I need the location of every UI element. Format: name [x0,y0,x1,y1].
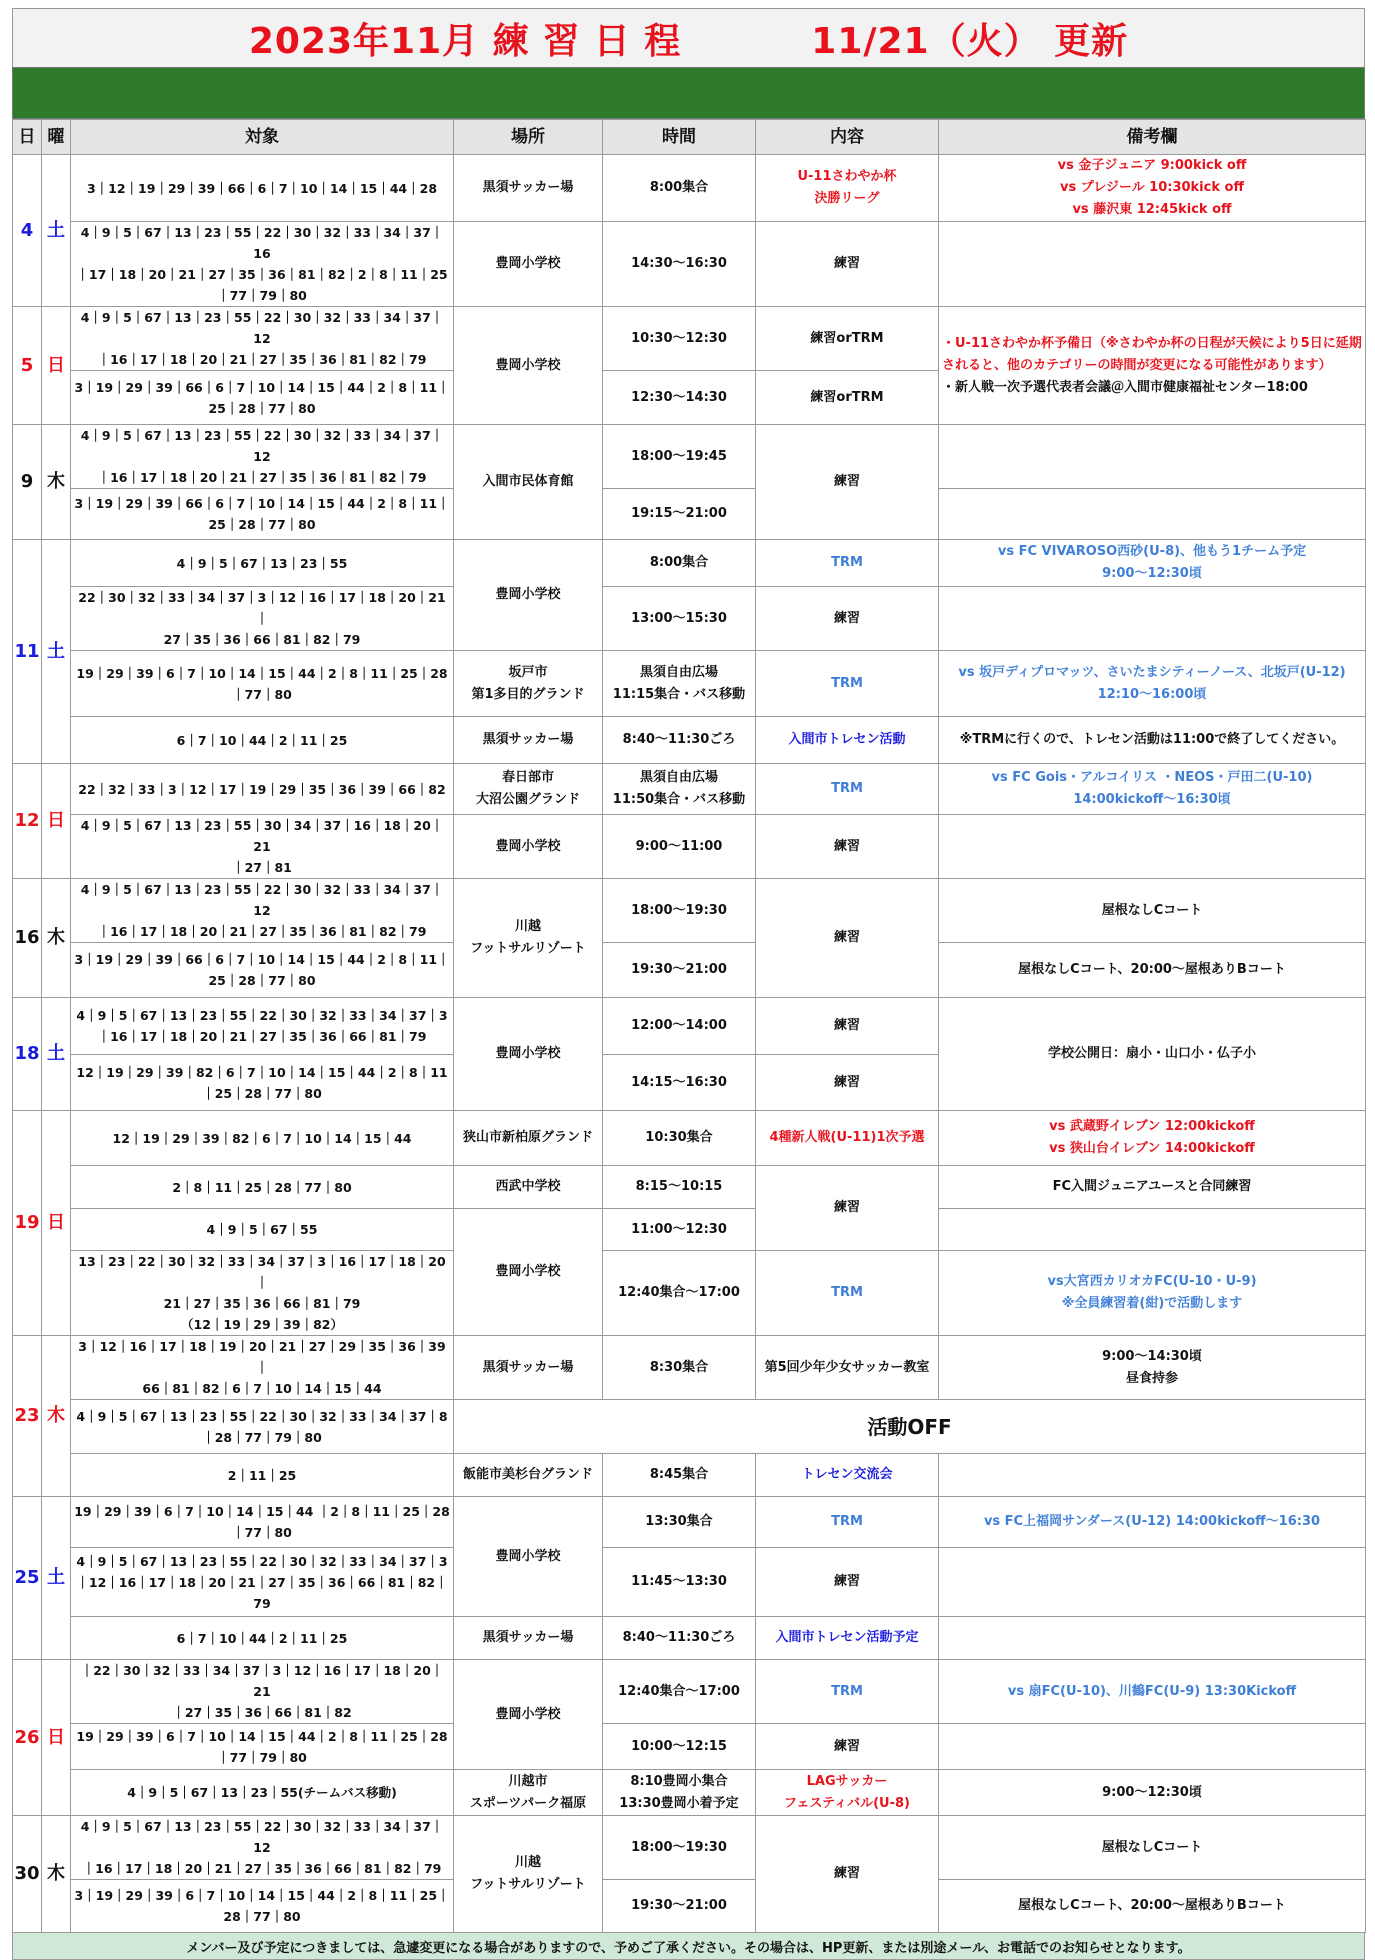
target-cell: 19｜29｜39｜6｜7｜10｜14｜15｜44｜2｜8｜11｜25｜28 ｜77｜79｜80 [71,1724,454,1770]
notes-cell: 屋根なしCコート、20:00〜屋根ありBコート [939,943,1366,998]
place-cell: 豊岡小学校 [454,1660,603,1770]
header-content: 内容 [756,120,939,155]
target-cell: 12｜19｜29｜39｜82｜6｜7｜10｜14｜15｜44｜2｜8｜11 ｜25｜28｜77｜80 [71,1055,454,1111]
day-number: 30 [13,1816,42,1933]
time-cell: 8:40〜11:30ごろ [603,717,756,764]
time-cell: 10:30集合 [603,1111,756,1166]
day-number: 25 [13,1497,42,1660]
place-cell: 川越 フットサルリゾート [454,879,603,998]
target-cell: 2｜8｜11｜25｜28｜77｜80 [71,1166,454,1209]
weekday-label: 土 [42,1497,71,1660]
notes-cell: 9:00〜14:30頃 昼食持参 [939,1336,1366,1400]
table-row [13,307,1366,371]
table-row [13,1770,1366,1816]
content-cell: 練習 [756,1548,939,1617]
time-cell: 8:00集合 [603,155,756,222]
place-cell: 豊岡小学校 [454,1209,603,1336]
table-row [13,1400,1366,1454]
notes-cell [939,1548,1366,1617]
content-cell: LAGサッカー フェスティバル(U-8) [756,1770,939,1816]
place-cell: 狭山市新柏原グランド [454,1111,603,1166]
time-cell: 8:10豊岡小集合 13:30豊岡小着予定 [603,1770,756,1816]
notes-cell [939,1724,1366,1770]
time-cell: 19:15〜21:00 [603,489,756,540]
target-cell: 4｜9｜5｜67｜13｜23｜55｜22｜30｜32｜33｜34｜37｜12 ｜16｜17｜18｜20｜21｜27｜35｜36｜66｜81｜82｜79 [71,1816,454,1880]
weekday-label: 木 [42,1816,71,1933]
notes-cell: vs 金子ジュニア 9:00kick off vs プレジール 10:30kick off vs 藤沢東 12:45kick off [939,155,1366,222]
weekday-label: 土 [42,540,71,764]
place-cell: 川越市 スポーツパーク福原 [454,1770,603,1816]
table-row [13,1209,1366,1251]
time-cell: 9:00〜11:00 [603,815,756,879]
target-cell: 6｜7｜10｜44｜2｜11｜25 [71,1617,454,1660]
time-cell: 12:00〜14:00 [603,998,756,1055]
day-number: 5 [13,307,42,425]
table-row [13,1111,1366,1166]
table-row [13,1336,1366,1400]
table-row [13,815,1366,879]
notes-cell: 屋根なしCコート [939,879,1366,943]
place-cell: 川越 フットサルリゾート [454,1816,603,1933]
time-cell: 8:00集合 [603,540,756,587]
content-cell: 練習 [756,998,939,1055]
notes-cell: vs FC VIVAROSO西砂(U-8)、他もう1チーム予定 9:00〜12:30頃 [939,540,1366,587]
header-target: 対象 [71,120,454,155]
table-row [13,587,1366,651]
target-cell: 4｜9｜5｜67｜13｜23｜55｜22｜30｜32｜33｜34｜37｜8 ｜28｜77｜79｜80 [71,1400,454,1454]
day-number: 4 [13,155,42,307]
place-cell: 黒須サッカー場 [454,1617,603,1660]
content-cell: 練習 [756,425,939,540]
table-row [13,764,1366,815]
target-cell: 12｜19｜29｜39｜82｜6｜7｜10｜14｜15｜44 [71,1111,454,1166]
notes-cell: vs FC上福岡サンダース(U-12) 14:00kickoff〜16:30 [939,1497,1366,1548]
notes-cell [939,1617,1366,1660]
notes-cell: vs大宮西カリオカFC(U-10・U-9) ※全員練習着(紺)で活動します [939,1251,1366,1336]
table-row [13,489,1366,540]
notes-meeting: ・新人戦一次予選代表者会議＠入間市健康福祉センター18:00 [942,379,1308,395]
place-cell: 飯能市美杉台グランド [454,1454,603,1497]
footer-notice: メンバー及び予定につきましては、急遽変更になる場合がありますので、予めご了承ください。その場合は、HP更新、または別途メール、お電話でのお知らせとなります。 [12,1933,1365,1960]
content-cell: TRM [756,1251,939,1336]
target-cell: 13｜23｜22｜30｜32｜33｜34｜37｜3｜16｜17｜18｜20｜ 21｜27｜35｜36｜66｜81｜79 （12｜19｜29｜39｜82） [71,1251,454,1336]
header-notes: 備考欄 [939,120,1366,155]
notes-cell: 学校公開日：扇小・山口小・仏子小 [939,998,1366,1111]
target-cell: 22｜30｜32｜33｜34｜37｜3｜12｜16｜17｜18｜20｜21｜ 27｜35｜36｜66｜81｜82｜79 [71,587,454,651]
target-cell: 4｜9｜5｜67｜13｜23｜55 [71,540,454,587]
content-cell: 練習 [756,1055,939,1111]
target-cell: 4｜9｜5｜67｜55 [71,1209,454,1251]
place-cell: 入間市民体育館 [454,425,603,540]
table-row [13,1724,1366,1770]
place-cell: 西武中学校 [454,1166,603,1209]
target-cell: 3｜19｜29｜39｜66｜6｜7｜10｜14｜15｜44｜2｜8｜11｜ 25｜28｜77｜80 [71,489,454,540]
title-month: 2023年11月 練 習 日 程 [248,20,682,62]
day-number: 18 [13,998,42,1111]
place-cell: 豊岡小学校 [454,307,603,425]
content-cell: 練習 [756,587,939,651]
target-cell: 4｜9｜5｜67｜13｜23｜55｜22｜30｜32｜33｜34｜37｜12 ｜16｜17｜18｜20｜21｜27｜35｜36｜81｜82｜79 [71,307,454,371]
notes-cell [939,307,1366,425]
place-cell: 豊岡小学校 [454,1497,603,1617]
target-cell: 4｜9｜5｜67｜13｜23｜55｜22｜30｜32｜33｜34｜37｜12 ｜16｜17｜18｜20｜21｜27｜35｜36｜81｜82｜79 [71,879,454,943]
target-cell: 4｜9｜5｜67｜13｜23｜55｜30｜34｜37｜16｜18｜20｜21 ｜27｜81 [71,815,454,879]
green-banner [12,67,1365,119]
time-cell: 14:30〜16:30 [603,222,756,307]
time-cell: 8:40〜11:30ごろ [603,1617,756,1660]
time-cell: 11:00〜12:30 [603,1209,756,1251]
target-cell: 3｜12｜19｜29｜39｜66｜6｜7｜10｜14｜15｜44｜28 [71,155,454,222]
target-cell: 19｜29｜39｜6｜7｜10｜14｜15｜44｜2｜8｜11｜25｜28 ｜77｜80 [71,651,454,717]
title-updated: 11/21（火） 更新 [811,20,1129,62]
content-cell: 練習 [756,879,939,998]
target-cell: 4｜9｜5｜67｜13｜23｜55｜22｜30｜32｜33｜34｜37｜16 ｜17｜18｜20｜21｜27｜35｜36｜81｜82｜2｜8｜11｜25 ｜77｜79｜80 [71,222,454,307]
place-cell: 坂戸市 第1多目的グランド [454,651,603,717]
table-row [13,540,1366,587]
content-cell: 4種新人戦(U-11)1次予選 [756,1111,939,1166]
place-cell: 豊岡小学校 [454,815,603,879]
notes-cell: vs 扇FC(U-10)、川鶴FC(U-9) 13:30Kickoff [939,1660,1366,1724]
place-cell: 豊岡小学校 [454,540,603,651]
table-row [13,1816,1366,1880]
place-cell: 黒須サッカー場 [454,155,603,222]
place-cell: 豊岡小学校 [454,998,603,1111]
notes-cell [939,1209,1366,1251]
notes-cell: vs 坂戸ディプロマッツ、さいたまシティーノース、北坂戸(U-12) 12:10〜16:00頃 [939,651,1366,717]
table-row [13,1548,1366,1617]
target-cell: ｜22｜30｜32｜33｜34｜37｜3｜12｜16｜17｜18｜20｜21 ｜27｜35｜36｜66｜81｜82 [71,1660,454,1724]
schedule-table [12,119,1366,1933]
target-cell: 4｜9｜5｜67｜13｜23｜55(チームバス移動) [71,1770,454,1816]
target-cell: 3｜19｜29｜39｜66｜6｜7｜10｜14｜15｜44｜2｜8｜11｜ 25｜28｜77｜80 [71,943,454,998]
content-cell: 練習orTRM [756,371,939,425]
content-cell: TRM [756,1660,939,1724]
notes-cell: vs 武蔵野イレブン 12:00kickoff vs 狭山台イレブン 14:00kickoff [939,1111,1366,1166]
notes-cell: vs FC Gois・アルコイリス ・NEOS・戸田二(U-10) 14:00kickoff〜16:30頃 [939,764,1366,815]
header-place: 場所 [454,120,603,155]
weekday-label: 土 [42,155,71,307]
notes-cell: 屋根なしCコート、20:00〜屋根ありBコート [939,1880,1366,1933]
time-cell: 13:30集合 [603,1497,756,1548]
target-cell: 3｜19｜29｜39｜6｜7｜10｜14｜15｜44｜2｜8｜11｜25｜ 28｜77｜80 [71,1880,454,1933]
notes-cell [939,222,1366,307]
notes-cell: ※TRMに行くので、トレセン活動は11:00で終了してください。 [939,717,1366,764]
target-cell: 4｜9｜5｜67｜13｜23｜55｜22｜30｜32｜33｜34｜37｜12 ｜16｜17｜18｜20｜21｜27｜35｜36｜81｜82｜79 [71,425,454,489]
time-cell: 12:40集合〜17:00 [603,1660,756,1724]
weekday-label: 日 [42,307,71,425]
notes-cell: 屋根なしCコート [939,1816,1366,1880]
table-row [13,943,1366,998]
time-cell: 8:30集合 [603,1336,756,1400]
place-cell: 黒須サッカー場 [454,717,603,764]
time-cell: 19:30〜21:00 [603,1880,756,1933]
target-cell: 4｜9｜5｜67｜13｜23｜55｜22｜30｜32｜33｜34｜37｜3 ｜12｜16｜17｜18｜20｜21｜27｜35｜36｜66｜81｜82｜ 79 [71,1548,454,1617]
day-number: 16 [13,879,42,998]
table-row [13,1660,1366,1724]
weekday-label: 土 [42,998,71,1111]
table-row [13,1454,1366,1497]
notes-cell [939,1454,1366,1497]
target-cell: 3｜19｜29｜39｜66｜6｜7｜10｜14｜15｜44｜2｜8｜11｜ 25｜28｜77｜80 [71,371,454,425]
notes-cell: FC入間ジュニアユースと合同練習 [939,1166,1366,1209]
day-number: 9 [13,425,42,540]
table-row [13,651,1366,717]
time-cell: 10:00〜12:15 [603,1724,756,1770]
content-cell: 第5回少年少女サッカー教室 [756,1336,939,1400]
table-row [13,879,1366,943]
time-cell: 12:40集合〜17:00 [603,1251,756,1336]
content-cell: 練習orTRM [756,307,939,371]
time-cell: 13:00〜15:30 [603,587,756,651]
header-day: 日 [13,120,42,155]
table-row [13,998,1366,1055]
content-cell: 入間市トレセン活動予定 [756,1617,939,1660]
day-number: 12 [13,764,42,879]
content-cell: TRM [756,1497,939,1548]
notes-cell [939,425,1366,489]
target-cell: 19｜29｜39｜6｜7｜10｜14｜15｜44 ｜2｜8｜11｜25｜28 ｜77｜80 [71,1497,454,1548]
time-cell: 8:15〜10:15 [603,1166,756,1209]
content-cell: TRM [756,764,939,815]
day-number: 26 [13,1660,42,1816]
time-cell: 黒須自由広場 11:15集合・バス移動 [603,651,756,717]
weekday-label: 木 [42,1336,71,1497]
place-cell: 黒須サッカー場 [454,1336,603,1400]
target-cell: 4｜9｜5｜67｜13｜23｜55｜22｜30｜32｜33｜34｜37｜3 ｜16｜17｜18｜20｜21｜27｜35｜36｜66｜81｜79 [71,998,454,1055]
off-notice: 活動OFF [454,1400,1366,1454]
content-cell: 入間市トレセン活動 [756,717,939,764]
notes-cell: 9:00〜12:30頃 [939,1770,1366,1816]
content-cell: 練習 [756,1816,939,1933]
time-cell: 12:30〜14:30 [603,371,756,425]
time-cell: 黒須自由広場 11:50集合・バス移動 [603,764,756,815]
time-cell: 18:00〜19:30 [603,879,756,943]
weekday-label: 日 [42,1660,71,1816]
time-cell: 18:00〜19:30 [603,1816,756,1880]
page-title [12,8,1365,67]
time-cell: 19:30〜21:00 [603,943,756,998]
target-cell: 2｜11｜25 [71,1454,454,1497]
table-row [13,155,1366,222]
table-row [13,1617,1366,1660]
content-cell: U-11さわやか杯 決勝リーグ [756,155,939,222]
time-cell: 14:15〜16:30 [603,1055,756,1111]
content-cell: 練習 [756,222,939,307]
notes-warning: ・U-11さわやか杯予備日（※さわやか杯の日程が天候により5日に延期されると、他のカテゴリーの時間が変更になる可能性があります） [942,335,1362,373]
target-cell: 6｜7｜10｜44｜2｜11｜25 [71,717,454,764]
content-cell: TRM [756,540,939,587]
table-row [13,1166,1366,1209]
content-cell: トレセン交流会 [756,1454,939,1497]
target-cell: 22｜32｜33｜3｜12｜17｜19｜29｜35｜36｜39｜66｜82 [71,764,454,815]
place-cell: 豊岡小学校 [454,222,603,307]
table-row [13,717,1366,764]
notes-cell [939,815,1366,879]
table-row [13,425,1366,489]
table-row [13,222,1366,307]
schedule-sheet [12,8,1365,1960]
time-cell: 11:45〜13:30 [603,1548,756,1617]
table-row [13,1497,1366,1548]
notes-cell [939,587,1366,651]
weekday-label: 日 [42,1111,71,1336]
time-cell: 10:30〜12:30 [603,307,756,371]
time-cell: 8:45集合 [603,1454,756,1497]
place-cell: 春日部市 大沼公園グランド [454,764,603,815]
table-row [13,1880,1366,1933]
time-cell: 18:00〜19:45 [603,425,756,489]
weekday-label: 木 [42,879,71,998]
day-number: 19 [13,1111,42,1336]
table-row [13,1251,1366,1336]
content-cell: 練習 [756,815,939,879]
day-number: 23 [13,1336,42,1497]
notes-cell [939,489,1366,540]
content-cell: 練習 [756,1166,939,1251]
content-cell: TRM [756,651,939,717]
header-row [13,120,1366,155]
header-weekday: 曜 [42,120,71,155]
header-time: 時間 [603,120,756,155]
target-cell: 3｜12｜16｜17｜18｜19｜20｜21｜27｜29｜35｜36｜39｜ 66｜81｜82｜6｜7｜10｜14｜15｜44 [71,1336,454,1400]
weekday-label: 日 [42,764,71,879]
day-number: 11 [13,540,42,764]
content-cell: 練習 [756,1724,939,1770]
weekday-label: 木 [42,425,71,540]
